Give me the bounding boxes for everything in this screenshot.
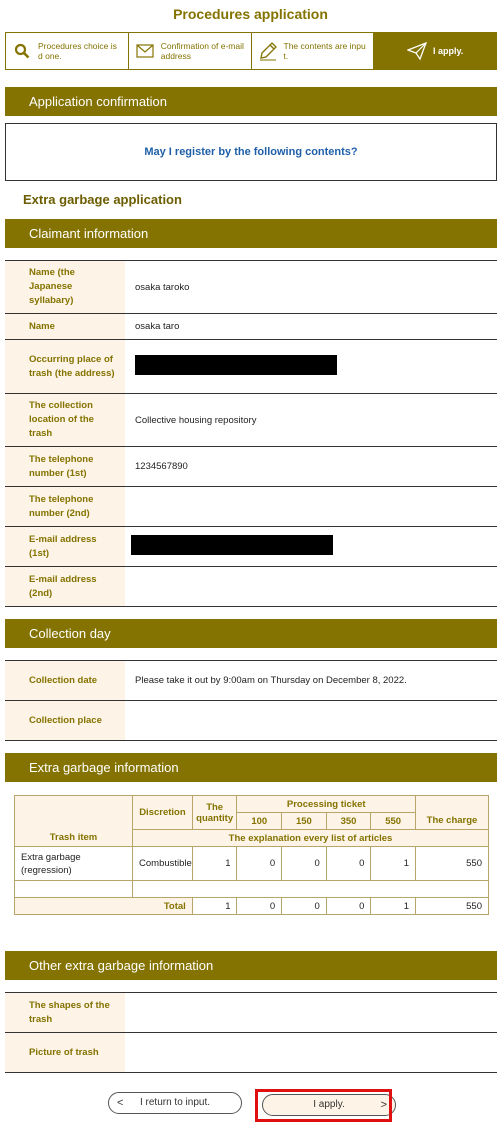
step-label: Procedures choice is d one. [38, 41, 117, 61]
row-label: The collection location of the trash [5, 394, 125, 447]
cell-charge: 550 [415, 847, 488, 881]
search-icon [12, 41, 32, 61]
cell-item: Extra garbage (regression) [15, 847, 133, 881]
table-row [5, 527, 497, 567]
other-table [5, 992, 497, 1073]
other-info-heading: Other extra garbage information [5, 951, 497, 980]
row-value [125, 1033, 497, 1073]
apply-button-label: I apply. [313, 1099, 345, 1110]
table-row-total [15, 898, 489, 915]
trash-table [14, 795, 489, 915]
header-quantity: The quantity [192, 796, 237, 830]
trash-table-wrap [14, 795, 489, 915]
chevron-right-icon: > [380, 1099, 387, 1111]
total-t350: 0 [326, 898, 371, 915]
cell-discretion: Combustible [133, 847, 193, 881]
step-label: The contents are inpu t. [283, 41, 366, 61]
row-value: osaka taroko [125, 261, 497, 314]
apply-button-highlight [255, 1089, 392, 1122]
paper-plane-icon [407, 41, 427, 61]
header-ticket-150: 150 [282, 813, 327, 830]
row-label: The shapes of the trash [5, 993, 125, 1033]
table-row [5, 993, 497, 1033]
table-row [5, 340, 497, 394]
progress-steps [5, 32, 497, 70]
header-ticket-350: 350 [326, 813, 371, 830]
table-row [5, 447, 497, 487]
row-label: Collection date [5, 661, 125, 701]
redacted-address [135, 355, 337, 375]
row-label: E-mail address (2nd) [5, 567, 125, 607]
row-label: Occurring place of trash (the address) [5, 340, 125, 394]
row-value [125, 487, 497, 527]
cell-qty: 1 [192, 847, 237, 881]
row-label: The telephone number (1st) [5, 447, 125, 487]
row-label: Name [5, 314, 125, 340]
step-label: Confirmation of e-mail address [160, 41, 244, 61]
table-row [5, 261, 497, 314]
table-row [5, 314, 497, 340]
page-title: Procedures application [173, 6, 328, 22]
row-label: The telephone number (2nd) [5, 487, 125, 527]
header-charge: The charge [415, 796, 488, 830]
pencil-icon [258, 41, 278, 61]
return-button-label: I return to input. [139, 1097, 211, 1108]
extra-garbage-heading: Extra garbage information [5, 753, 497, 782]
row-value [125, 340, 497, 394]
row-value: osaka taro [125, 314, 497, 340]
header-explanation: The explanation every list of articles [133, 830, 489, 847]
chevron-left-icon: < [117, 1097, 124, 1109]
table-row [5, 701, 497, 741]
return-to-input-button[interactable] [108, 1092, 242, 1114]
form-name: Extra garbage application [23, 192, 182, 207]
row-value [125, 567, 497, 607]
table-row [5, 1033, 497, 1073]
row-value: Collective housing repository [125, 394, 497, 447]
row-label: E-mail address (1st) [5, 527, 125, 567]
collection-day-heading: Collection day [5, 619, 497, 648]
collection-table [5, 660, 497, 741]
total-label: Total [15, 898, 193, 915]
row-value [125, 993, 497, 1033]
row-label: Name (the Japanese syllabary) [5, 261, 125, 314]
row-value: 1234567890 [125, 447, 497, 487]
table-row [5, 567, 497, 607]
header-discretion: Discretion [133, 796, 193, 830]
table-row [5, 394, 497, 447]
row-label: Picture of trash [5, 1033, 125, 1073]
cell-t150: 0 [282, 847, 327, 881]
total-charge: 550 [415, 898, 488, 915]
table-row-empty [15, 881, 489, 898]
header-processing-ticket: Processing ticket [237, 796, 416, 813]
row-label: Collection place [5, 701, 125, 741]
row-value [125, 527, 497, 567]
step-email-confirmation [129, 33, 252, 69]
step-label: I apply. [432, 46, 464, 56]
cell-explanation [133, 881, 489, 898]
table-row [5, 661, 497, 701]
header-trash-item: Trash item [15, 796, 133, 847]
envelope-icon [135, 41, 155, 61]
total-t550: 1 [371, 898, 416, 915]
redacted-email [131, 535, 333, 555]
claimant-table [5, 260, 497, 607]
cell-t550: 1 [371, 847, 416, 881]
total-qty: 1 [192, 898, 237, 915]
row-value [125, 701, 497, 741]
header-ticket-100: 100 [237, 813, 282, 830]
cell-t100: 0 [237, 847, 282, 881]
total-t150: 0 [282, 898, 327, 915]
table-row [15, 847, 489, 881]
step-apply-current [374, 33, 496, 69]
step-contents-input [252, 33, 375, 69]
header-ticket-550: 550 [371, 813, 416, 830]
confirm-question: May I register by the following contents? [5, 123, 497, 181]
row-value: Please take it out by 9:00am on Thursday on December 8, 2022. [125, 661, 497, 701]
table-row [5, 487, 497, 527]
total-t100: 0 [237, 898, 282, 915]
claimant-heading: Claimant information [5, 219, 497, 248]
cell-t350: 0 [326, 847, 371, 881]
step-procedure-choice [6, 33, 129, 69]
application-confirmation-heading: Application confirmation [5, 87, 497, 116]
